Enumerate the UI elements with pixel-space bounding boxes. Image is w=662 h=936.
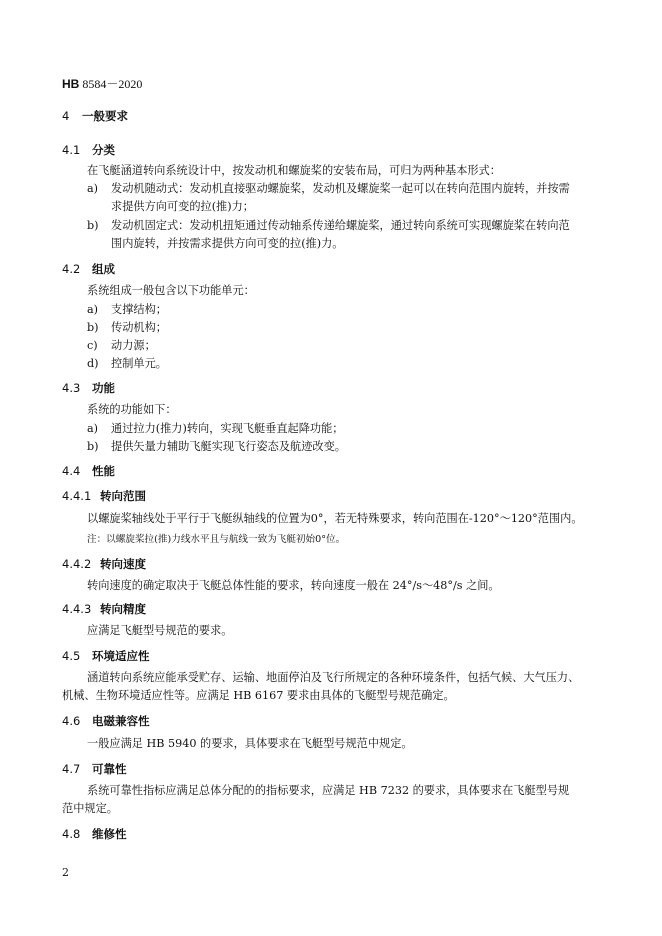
list-item-continuation: 围内旋转，并按需求提供方向可变的拉(推)力。 (111, 237, 344, 250)
list-item: a) 发动机随动式：发动机直接驱动螺旋桨，发动机及螺旋桨一起可以在转向范围内旋转，并按需 (87, 182, 570, 195)
list-item: a) 支撑结构； (87, 303, 167, 316)
section-4-2-heading: 4.2 组成 (62, 262, 115, 276)
section-4-4-1-note: 注：以螺旋桨拉(推)力线水平且与航线一致为飞艇初始0°位。 (87, 534, 346, 545)
section-4-5-text-line2: 机械、生物环境适应性等。应满足 HB 6167 要求由具体的飞艇型号规范确定。 (62, 689, 455, 702)
section-4-7-heading: 4.7 可靠性 (62, 762, 127, 776)
list-item: b) 发动机固定式：发动机扭矩通过传动轴系传递给螺旋桨，通过转向系统可实现螺旋桨在转向范 (87, 219, 570, 232)
list-item-continuation: 求提供方向可变的拉(推)力； (111, 200, 254, 213)
standard-code: HB (62, 77, 80, 91)
section-4-1-intro: 在飞艇涵道转向系统设计中，按发动机和螺旋桨的安装布局，可归为两种基本形式： (87, 164, 501, 177)
list-item: b) 传动机构； (87, 321, 167, 334)
page-number: 2 (62, 866, 69, 879)
section-4-2-intro: 系统组成一般包含以下功能单元： (87, 284, 255, 297)
section-4-4-3-text: 应满足飞艇型号规范的要求。 (87, 624, 233, 637)
section-4-5-text-line1: 涵道转向系统应能承受贮存、运输、地面停泊及飞行所规定的各种环境条件，包括气候、大气压力、 (87, 671, 580, 684)
section-4-4-1-heading: 4.4.1 转向范围 (62, 489, 146, 503)
section-4-6-heading: 4.6 电磁兼容性 (62, 714, 150, 728)
section-4-8-heading: 4.8 维修性 (62, 827, 127, 841)
section-4-4-2-text: 转向速度的确定取决于飞艇总体性能的要求，转向速度一般在 24°/s～48°/s 之间。 (87, 579, 500, 592)
section-4-5-heading: 4.5 环境适应性 (62, 649, 150, 663)
section-4-3-intro: 系统的功能如下： (87, 403, 177, 416)
section-4-1-heading: 4.1 分类 (62, 143, 115, 157)
section-4-4-heading: 4.4 性能 (62, 464, 115, 478)
list-item: b) 提供矢量力辅助飞艇实现飞行姿态及航迹改变。 (87, 440, 346, 453)
section-4-heading: 4 一般要求 (62, 109, 128, 123)
section-4-4-1-text: 以螺旋桨轴线处于平行于飞艇纵轴线的位置为0°，若无特殊要求，转向范围在-120°～120°范围内。 (87, 512, 583, 525)
standard-number: 8584－2020 (82, 77, 143, 91)
section-4-3-heading: 4.3 功能 (62, 381, 115, 395)
section-4-7-text-line2: 范中规定。 (62, 802, 118, 815)
section-4-4-2-heading: 4.4.2 转向速度 (62, 557, 146, 571)
document-header (62, 75, 142, 92)
list-item: a) 通过拉力(推力)转向，实现飞艇垂直起降功能； (87, 422, 344, 435)
section-4-6-text: 一般应满足 HB 5940 的要求，具体要求在飞艇型号规范中规定。 (87, 737, 413, 750)
section-4-4-3-heading: 4.4.3 转向精度 (62, 602, 146, 616)
section-4-7-text-line1: 系统可靠性指标应满足总体分配的的指标要求，应满足 HB 7232 的要求，具体要求在飞艇型号规 (87, 784, 570, 797)
list-item: d) 控制单元。 (87, 357, 167, 370)
list-item: c) 动力源； (87, 339, 156, 352)
